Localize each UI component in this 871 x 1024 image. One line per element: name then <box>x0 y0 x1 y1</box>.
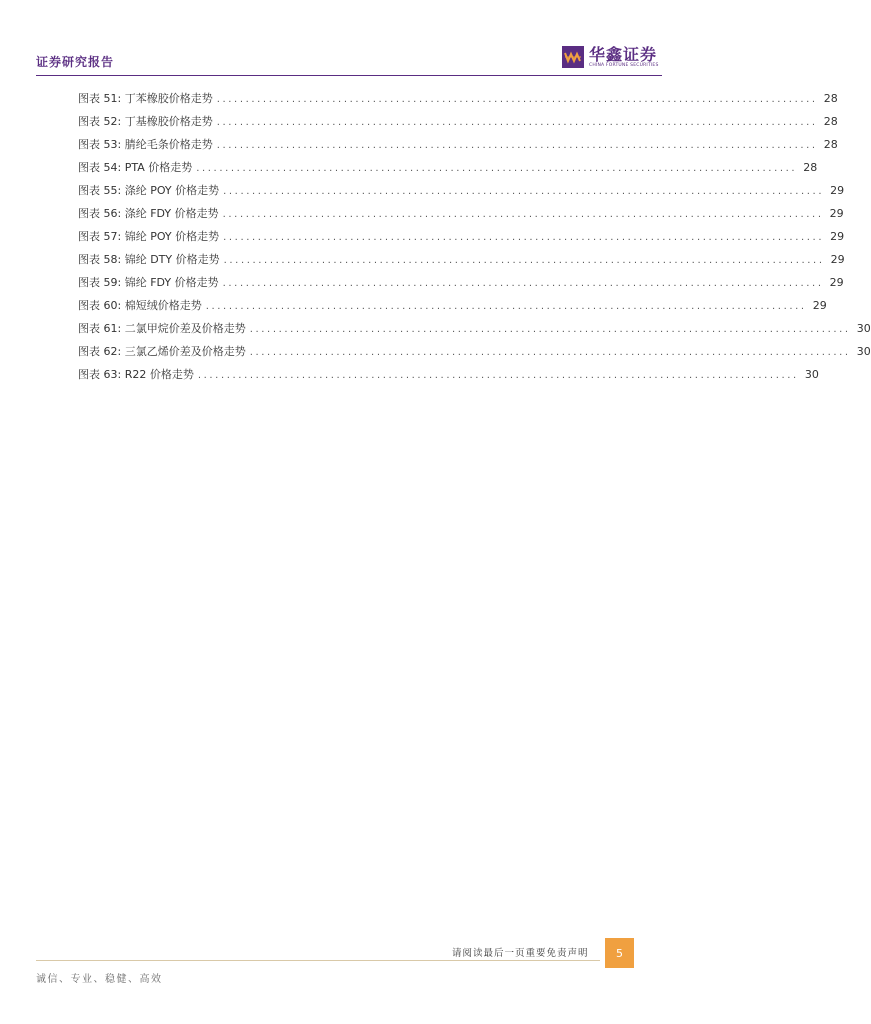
toc-entry[interactable] <box>78 204 844 227</box>
toc-entry[interactable] <box>78 250 845 273</box>
toc-leader-dots: ........................................................................................................ <box>223 232 825 243</box>
company-slogan: 诚信、专业、稳健、高效 <box>36 974 163 985</box>
toc-entry-page: 29 <box>807 296 827 316</box>
toc-leader-dots: ........................................................................................................ <box>197 370 799 381</box>
page-number-badge: 5 <box>605 938 634 968</box>
toc-entry-label: 图表 58: 锦纶 DTY 价格走势 <box>78 250 224 270</box>
toc-leader-dots: ........................................................................................................ <box>223 255 825 266</box>
toc-entry-label: 图表 52: 丁基橡胶价格走势 <box>78 112 217 132</box>
toc-entry-page: 29 <box>825 250 845 270</box>
toc-entry-page: 28 <box>818 89 838 109</box>
toc-entry-page: 30 <box>851 342 871 362</box>
toc-leader-dots: ........................................................................................................ <box>205 301 807 312</box>
header-divider <box>36 75 662 76</box>
toc-entry-page: 28 <box>797 158 817 178</box>
toc-entry[interactable] <box>78 227 845 250</box>
toc-leader-dots: ........................................................................................................ <box>222 209 824 220</box>
logo-english-name: CHINA FORTUNE SECURITIES <box>589 63 659 68</box>
toc-entry-page: 30 <box>799 365 819 385</box>
toc-leader-dots: ........................................................................................................ <box>249 324 851 335</box>
disclaimer-notice: 请阅读最后一页重要免责声明 <box>452 948 589 959</box>
figure-index-list <box>78 89 871 388</box>
toc-entry[interactable] <box>78 181 845 204</box>
toc-entry-label: 图表 59: 锦纶 FDY 价格走势 <box>78 273 223 293</box>
toc-entry-page: 29 <box>824 204 844 224</box>
toc-entry-label: 图表 63: R22 价格走势 <box>78 365 198 385</box>
toc-leader-dots: ........................................................................................................ <box>223 186 825 197</box>
logo-mark-icon <box>562 46 584 68</box>
toc-entry[interactable] <box>78 296 827 319</box>
toc-entry-label: 图表 57: 锦纶 POY 价格走势 <box>78 227 223 247</box>
toc-entry[interactable] <box>78 89 838 112</box>
toc-entry-label: 图表 51: 丁苯橡胶价格走势 <box>78 89 217 109</box>
toc-entry-page: 29 <box>824 273 844 293</box>
toc-entry-page: 28 <box>818 135 838 155</box>
toc-entry-page: 28 <box>818 112 838 132</box>
toc-entry-label: 图表 56: 涤纶 FDY 价格走势 <box>78 204 223 224</box>
toc-entry[interactable] <box>78 365 819 388</box>
toc-entry[interactable] <box>78 135 838 158</box>
toc-entry-label: 图表 55: 涤纶 POY 价格走势 <box>78 181 223 201</box>
toc-entry[interactable] <box>78 158 818 181</box>
toc-entry[interactable] <box>78 112 838 135</box>
toc-leader-dots: ........................................................................................................ <box>216 140 818 151</box>
footer-divider <box>36 960 600 961</box>
toc-entry-page: 29 <box>824 227 844 247</box>
toc-leader-dots: ........................................................................................................ <box>196 163 798 174</box>
toc-entry[interactable] <box>78 342 871 365</box>
toc-entry-label: 图表 53: 腈纶毛条价格走势 <box>78 135 217 155</box>
toc-leader-dots: ........................................................................................................ <box>222 278 824 289</box>
toc-leader-dots: ........................................................................................................ <box>216 117 818 128</box>
toc-leader-dots: ........................................................................................................ <box>216 94 818 105</box>
toc-entry[interactable] <box>78 273 844 296</box>
toc-entry-label: 图表 54: PTA 价格走势 <box>78 158 196 178</box>
toc-entry-label: 图表 61: 二氯甲烷价差及价格走势 <box>78 319 250 339</box>
toc-leader-dots: ........................................................................................................ <box>249 347 851 358</box>
report-type-title: 证券研究报告 <box>36 55 115 69</box>
logo-chinese-name: 华鑫证券 <box>589 45 658 64</box>
toc-entry-label: 图表 60: 棉短绒价格走势 <box>78 296 206 316</box>
toc-entry[interactable] <box>78 319 871 342</box>
toc-entry-page: 29 <box>824 181 844 201</box>
toc-entry-page: 30 <box>851 319 871 339</box>
toc-entry-label: 图表 62: 三氯乙烯价差及价格走势 <box>78 342 250 362</box>
company-logo <box>562 46 659 72</box>
